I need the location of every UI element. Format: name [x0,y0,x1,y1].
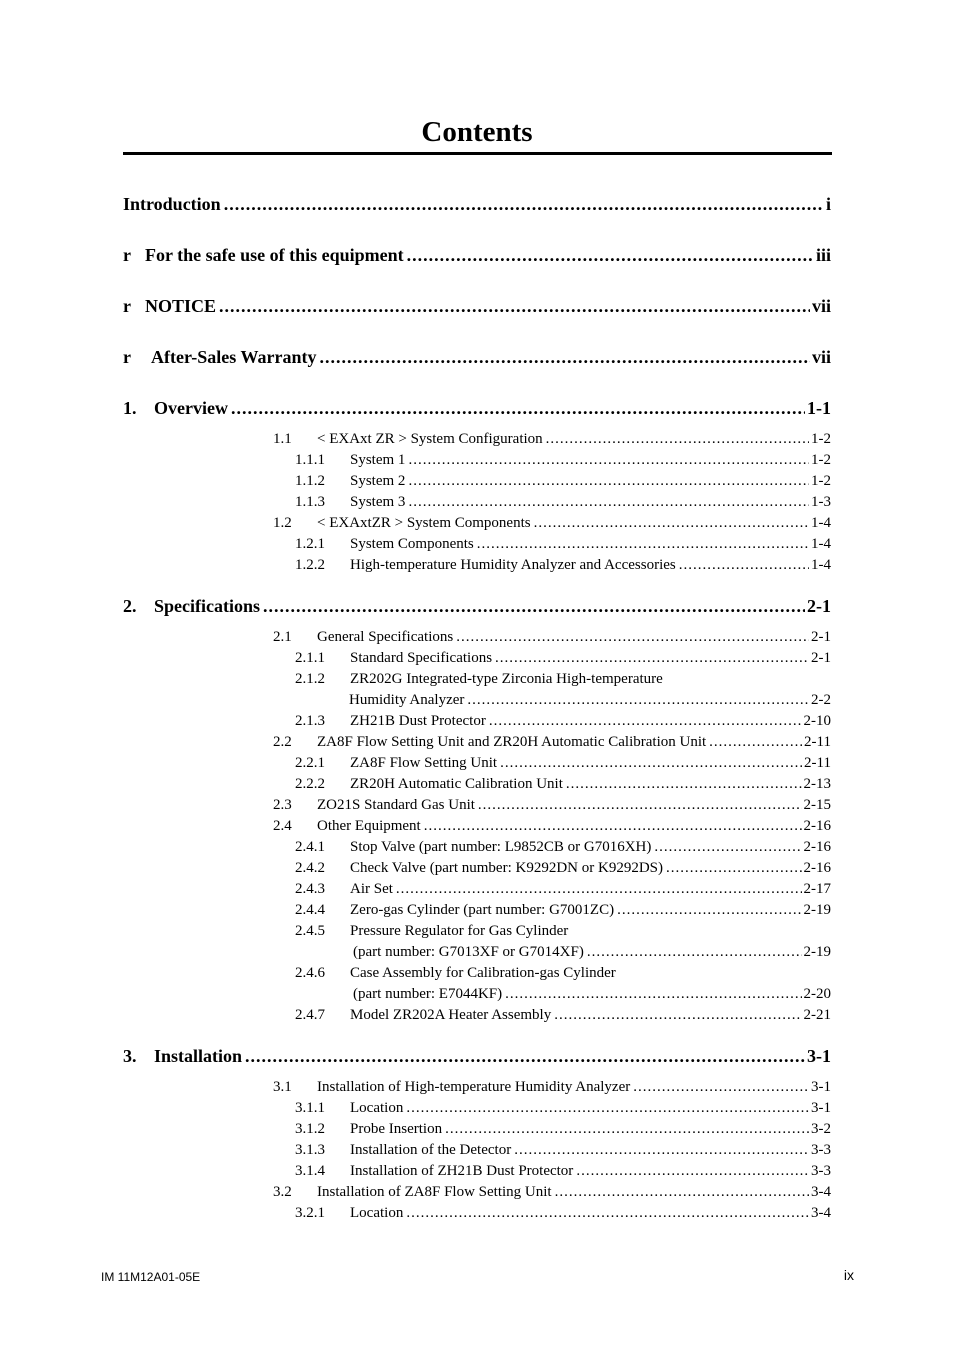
toc-label: ZO21S Standard Gas Unit [317,797,475,813]
toc-number: 3.2.1 [295,1205,325,1221]
toc-leader [654,837,801,857]
toc-leader [489,711,802,731]
toc-page: 2-15 [803,797,831,813]
toc-leader [478,795,802,815]
toc-label: Overview [154,398,228,418]
toc-page: 2-21 [803,1007,831,1023]
toc-leader [587,942,802,962]
toc-label: < EXAxt ZR > System Configuration [317,431,543,447]
toc-leader [219,294,810,318]
footer-doc-number: IM 11M12A01-05E [101,1270,201,1284]
toc-entry[interactable] [273,816,831,836]
toc-entry[interactable] [295,648,831,668]
toc-page: 2-1 [811,650,831,666]
toc-entry-continuation[interactable] [353,984,831,1004]
toc-entry[interactable] [295,900,831,920]
toc-entry[interactable] [295,1005,831,1025]
toc-leader [709,732,802,752]
toc-entry[interactable] [273,627,831,647]
toc-label: For the safe use of this equipment [145,245,404,265]
toc-label: Stop Valve (part number: L9852CB or G7016XH) [350,839,652,855]
toc-page: 1-3 [811,494,831,510]
toc-leader [576,1161,809,1181]
toc-entry[interactable] [295,879,831,899]
toc-label: < EXAxtZR > System Components [317,515,531,531]
toc-page: 1-4 [811,515,831,531]
toc-leader [505,984,801,1004]
toc-label-continuation: (part number: E7044KF) [353,986,503,1002]
toc-entry-continuation[interactable] [349,690,831,710]
toc-label: ZR20H Automatic Calibration Unit [350,776,563,792]
toc-number: 1. [123,398,137,418]
toc-number: 2.4.4 [295,902,325,918]
toc-number: 3.1.3 [295,1142,325,1158]
toc-number: 2. [123,596,137,616]
toc-number: 3.1 [273,1079,292,1095]
toc-entry[interactable] [295,858,831,878]
toc-page: 2-17 [803,881,831,897]
toc-label-continuation: Humidity Analyzer [349,692,465,708]
toc-number: 2.3 [273,797,292,813]
toc-page: 2-16 [803,839,831,855]
toc-label: ZA8F Flow Setting Unit and ZR20H Automatic Calibration Unit [317,734,707,750]
toc-label: Case Assembly for Calibration-gas Cylinder [350,965,616,981]
toc-number: 2.1.3 [295,713,325,729]
toc-entry-safe-use[interactable] [123,243,831,267]
toc-page: 3-4 [811,1205,831,1221]
toc-label: ZR202G Integrated-type Zirconia High-temperature [350,671,663,687]
toc-leader [554,1005,801,1025]
toc-number: 3.1.2 [295,1121,325,1137]
toc-page: 3-1 [807,1046,831,1066]
toc-label: Other Equipment [317,818,421,834]
toc-label: Location [350,1100,404,1116]
toc-entry[interactable] [295,837,831,857]
toc-page: vii [811,347,831,367]
toc-page: 1-1 [807,398,831,418]
toc-label: Air Set [350,881,393,897]
toc-label: Installation of ZA8F Flow Setting Unit [317,1184,552,1200]
toc-entry[interactable] [295,492,831,512]
toc-number: 1.1.3 [295,494,325,510]
toc-entry[interactable] [273,1182,831,1202]
toc-label: NOTICE [145,296,217,316]
toc-entry[interactable] [295,669,831,689]
toc-label: System 1 [350,452,406,468]
toc-label: After-Sales Warranty [151,347,317,367]
toc-leader [408,450,809,470]
toc-page: 2-19 [803,902,831,918]
toc-entry-warranty[interactable] [123,345,831,369]
toc-number: 2.4.6 [295,965,325,981]
toc-entry[interactable] [295,1119,831,1139]
toc-number: 2.2.1 [295,755,325,771]
toc-entry-introduction[interactable] [123,192,831,216]
toc-leader [408,492,809,512]
toc-number: 2.2.2 [295,776,325,792]
toc-number: 3.2 [273,1184,292,1200]
toc-entry[interactable] [273,795,831,815]
toc-label-continuation: (part number: G7013XF or G7014XF) [353,944,584,960]
toc-page: 1-4 [811,557,831,573]
toc-label: Installation [154,1046,243,1066]
toc-number: 2.4.3 [295,881,325,897]
toc-entry[interactable] [295,711,831,731]
toc-number: 1.1.2 [295,473,325,489]
toc-label: Installation of ZH21B Dust Protector [350,1163,574,1179]
toc-leader [245,1044,805,1068]
toc-number: 2.4.2 [295,860,325,876]
toc-entry[interactable] [273,429,831,449]
toc-leader [534,513,809,533]
toc-label: Check Valve (part number: K9292DN or K9292DS) [350,860,664,876]
toc-entry[interactable] [295,1203,831,1223]
toc-number: 2.1 [273,629,292,645]
toc-leader [263,594,805,618]
toc-entry[interactable] [295,450,831,470]
toc-leader [555,1182,809,1202]
toc-page: 3-2 [811,1121,831,1137]
toc-leader [424,816,802,836]
toc-label: System 3 [350,494,406,510]
toc-label: System Components [350,536,474,552]
toc-label: Installation of High-temperature Humidity Analyzer [317,1079,631,1095]
toc-label: Introduction [123,194,221,214]
toc-leader [617,900,801,920]
toc-leader [406,1203,809,1223]
toc-label: Specifications [154,596,260,616]
title-rule [123,152,832,155]
toc-number: 3.1.1 [295,1100,325,1116]
toc-entry[interactable] [295,1098,831,1118]
toc-page: 2-2 [811,692,831,708]
toc-number: 2.4.7 [295,1007,325,1023]
toc-label: General Specifications [317,629,454,645]
toc-number: 2.4 [273,818,292,834]
toc-entry[interactable] [295,471,831,491]
toc-page: iii [815,245,831,265]
toc-leader [566,774,802,794]
toc-page: 3-3 [811,1142,831,1158]
toc-page: 1-2 [811,431,831,447]
toc-page: 1-2 [811,452,831,468]
toc-leader [546,429,809,449]
toc-leader [500,753,802,773]
toc-leader [456,627,809,647]
toc-entry[interactable] [295,774,831,794]
toc-page: 2-1 [811,629,831,645]
toc-label: High-temperature Humidity Analyzer and Accessories [350,557,676,573]
toc-leader [396,879,802,899]
toc-leader [514,1140,809,1160]
toc-page: 3-1 [811,1100,831,1116]
toc-entry[interactable] [295,555,831,575]
toc-entry-continuation[interactable] [353,942,831,962]
toc-leader [467,690,809,710]
toc-label: Model ZR202A Heater Assembly [350,1007,552,1023]
toc-entry[interactable] [273,732,831,752]
toc-entry[interactable] [273,1077,831,1097]
toc-page: 2-1 [807,596,831,616]
toc-leader [224,192,824,216]
toc-number: 1.2.2 [295,557,325,573]
toc-leader [408,471,809,491]
toc-number: 2.1.2 [295,671,325,687]
toc-label: Pressure Regulator for Gas Cylinder [350,923,569,939]
toc-page: 2-19 [803,944,831,960]
toc-page: 1-2 [811,473,831,489]
toc-entry-installation[interactable] [123,1044,831,1068]
toc-number: 1.2 [273,515,292,531]
toc-entry-overview[interactable] [123,396,831,420]
toc-page: 2-11 [804,734,831,750]
toc-entry-notice[interactable] [123,294,831,318]
toc-label: Zero-gas Cylinder (part number: G7001ZC) [350,902,615,918]
toc-page: 3-3 [811,1163,831,1179]
toc-leader [319,345,810,369]
toc-leader [495,648,809,668]
toc-leader [407,243,814,267]
toc-number: 2.1.1 [295,650,325,666]
toc-number: 1.2.1 [295,536,325,552]
toc-page: 3-1 [811,1079,831,1095]
toc-entry[interactable] [295,534,831,554]
toc-number: 1.1.1 [295,452,325,468]
toc-page: 3-4 [811,1184,831,1200]
toc-number: 2.4.1 [295,839,325,855]
toc-label: Installation of the Detector [350,1142,512,1158]
toc-label: Probe Insertion [350,1121,443,1137]
toc-number: 1.1 [273,431,292,447]
toc-page: 2-16 [803,818,831,834]
toc-number: 2.4.5 [295,923,325,939]
toc-entry[interactable] [295,1161,831,1181]
toc-entry[interactable] [295,753,831,773]
footer-page-number: ix [843,1267,854,1283]
toc-label: System 2 [350,473,406,489]
toc-page: 2-13 [803,776,831,792]
toc-page: 2-10 [803,713,831,729]
toc-page: 2-20 [803,986,831,1002]
toc-entry-specifications[interactable] [123,594,831,618]
toc-number: 2.2 [273,734,292,750]
toc-entry[interactable] [295,963,831,983]
toc-page: i [825,194,831,214]
toc-page: 2-11 [804,755,831,771]
toc-bullet: r [123,245,131,265]
toc-number: 3. [123,1046,137,1066]
toc-leader [445,1119,809,1139]
toc-number: 3.1.4 [295,1163,325,1179]
toc-leader [679,555,809,575]
toc-label: ZA8F Flow Setting Unit [350,755,498,771]
toc-bullet: r [123,347,131,367]
toc-leader [666,858,801,878]
toc-page: 1-4 [811,536,831,552]
toc-page: 2-16 [803,860,831,876]
toc-leader [406,1098,809,1118]
toc-entry[interactable] [273,513,831,533]
toc-leader [231,396,805,420]
toc-entry[interactable] [295,1140,831,1160]
toc-bullet: r [123,296,131,316]
toc-entry[interactable] [295,921,831,941]
toc-label: ZH21B Dust Protector [350,713,486,729]
toc-page: vii [811,296,831,316]
toc-label: Location [350,1205,404,1221]
page-title: Contents [421,116,533,148]
toc-label: Standard Specifications [350,650,493,666]
toc-leader [633,1077,809,1097]
toc-leader [477,534,809,554]
